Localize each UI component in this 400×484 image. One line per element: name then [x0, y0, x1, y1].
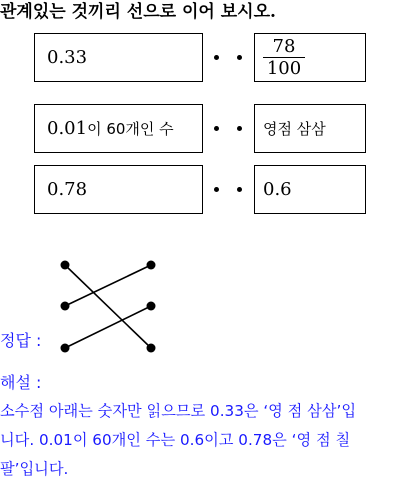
answer-right-dot-1	[147, 261, 156, 270]
fraction	[263, 37, 305, 78]
answer-right-dot-3	[147, 344, 156, 353]
left-box-2[interactable]	[34, 104, 203, 153]
left-box-1[interactable]	[34, 33, 203, 82]
left-box-1-label: 0.33	[47, 47, 88, 68]
answer-left-dot-2	[61, 302, 70, 311]
answer-right-dot-2	[147, 302, 156, 311]
fraction-numerator: 78	[272, 36, 296, 57]
answer-left-dot-1	[61, 261, 70, 270]
explanation-line: 니다. 0.01이 60개인 수는 0.6이고 0.78은 ‘영 점 칠	[0, 431, 351, 449]
answer-connection-line	[65, 265, 151, 348]
answer-connection-line	[65, 265, 151, 306]
left-box-2-number: 0.01	[47, 118, 88, 139]
explanation-line: 소수점 아래는 숫자만 읽으므로 0.33은 ‘영 점 삼삼’입	[0, 402, 357, 420]
explanation-line: 팔’입니다.	[0, 460, 69, 478]
left-dot-2[interactable]	[214, 126, 219, 131]
right-box-2-label: 영점 삼삼	[263, 120, 326, 138]
instruction-text: 관계있는 것끼리 선으로 이어 보시오.	[0, 2, 276, 22]
right-dot-2[interactable]	[237, 126, 242, 131]
left-dot-3[interactable]	[214, 187, 219, 192]
right-dot-3[interactable]	[237, 187, 242, 192]
fraction-denominator: 100	[266, 58, 302, 79]
left-box-2-text: 이 60개인 수	[87, 120, 174, 138]
right-box-3-label: 0.6	[263, 179, 292, 200]
right-dot-1[interactable]	[237, 55, 242, 60]
left-box-3[interactable]	[34, 165, 203, 214]
right-box-2[interactable]	[254, 104, 366, 153]
right-box-3[interactable]	[254, 165, 366, 214]
answer-left-dot-3	[61, 344, 70, 353]
answer-connection-line	[65, 306, 151, 348]
answer-diagram	[55, 255, 165, 360]
left-box-3-label: 0.78	[47, 179, 88, 200]
explanation-text	[0, 397, 400, 484]
right-box-1[interactable]	[254, 33, 366, 82]
answer-label: 정답 :	[0, 331, 42, 350]
explanation-label: 해설 :	[0, 373, 42, 392]
left-dot-1[interactable]	[214, 55, 219, 60]
